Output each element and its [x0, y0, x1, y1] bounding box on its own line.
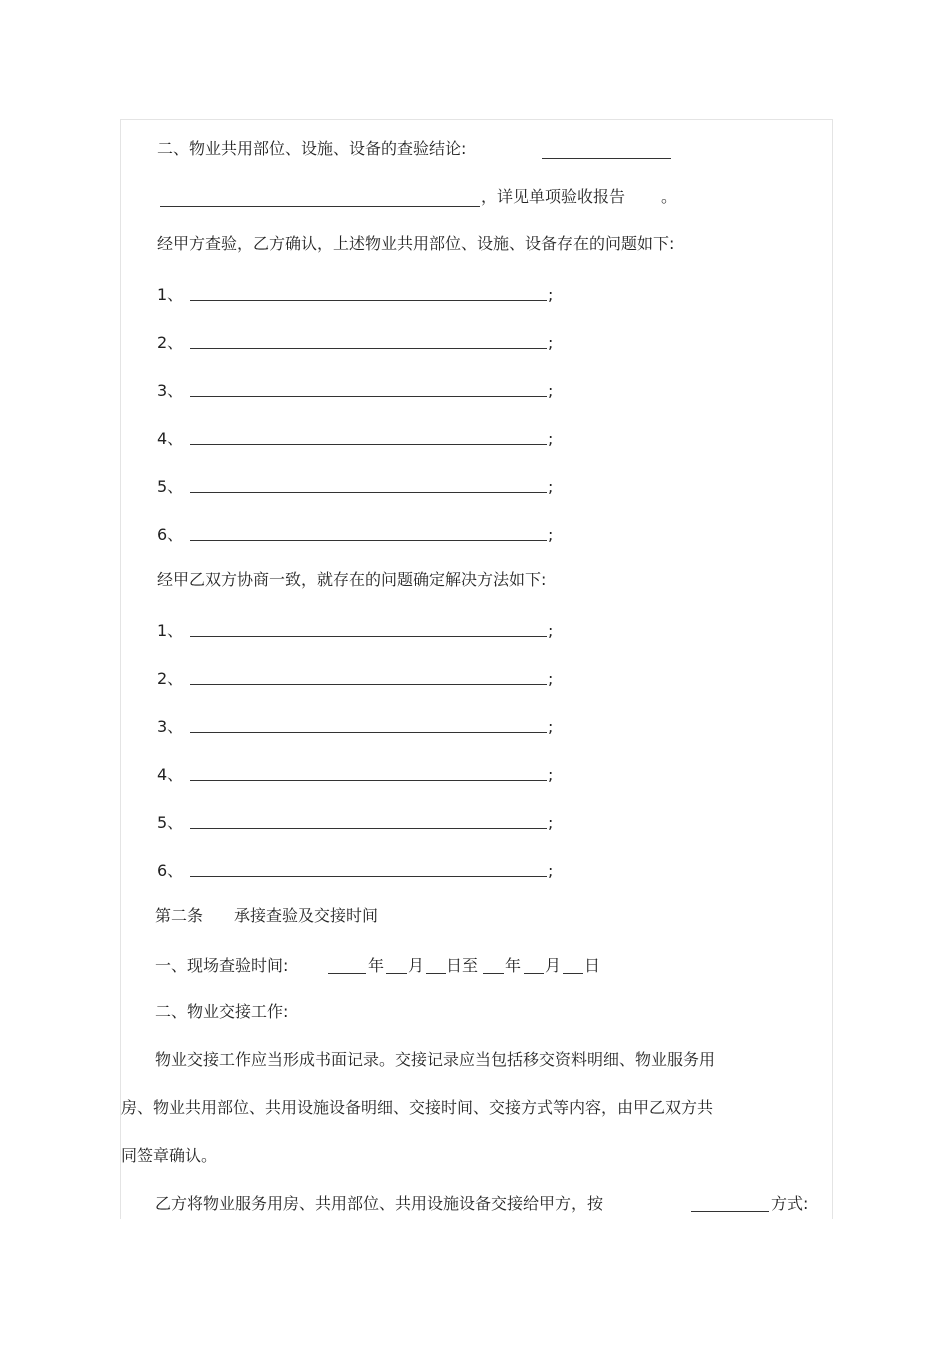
list-item — [0, 621, 950, 645]
article-title: 承接查验及交接时间 — [234, 906, 379, 925]
item-end: ; — [548, 477, 554, 496]
date-unit: 月 — [408, 956, 425, 975]
item-end: ; — [548, 765, 554, 784]
blank-underline — [190, 828, 547, 829]
blank-underline — [691, 1211, 769, 1212]
item-number: 2、 — [157, 333, 184, 352]
date-unit: 年 — [505, 956, 522, 975]
blank-underline — [190, 732, 547, 733]
list-item — [0, 765, 950, 789]
list-item — [0, 381, 950, 405]
blank-underline — [190, 876, 547, 877]
blank-underline — [190, 780, 547, 781]
item-number: 6、 — [157, 525, 184, 544]
blank-underline — [190, 300, 547, 301]
blank-underline — [190, 540, 547, 541]
list-item — [0, 333, 950, 357]
section-heading: 二、物业共用部位、设施、设备的查验结论: — [157, 139, 467, 158]
item-number: 1、 — [157, 285, 184, 304]
blank-underline — [190, 636, 547, 637]
blank-underline — [190, 444, 547, 445]
article-label: 第二条 — [155, 906, 204, 925]
issues-intro: 经甲方查验，乙方确认，上述物业共用部位、设施、设备存在的问题如下: — [157, 234, 675, 253]
item-number: 4、 — [157, 429, 184, 448]
blank-underline — [524, 973, 544, 974]
item-end: ; — [548, 717, 554, 736]
item-end: ; — [548, 285, 554, 304]
item-end: ; — [548, 621, 554, 640]
list-item — [0, 525, 950, 549]
item-number: 6、 — [157, 861, 184, 880]
blank-underline — [190, 684, 547, 685]
blank-underline — [483, 973, 504, 974]
blank-underline — [190, 348, 547, 349]
blank-underline — [386, 973, 407, 974]
item-end: ; — [548, 429, 554, 448]
item-number: 1、 — [157, 621, 184, 640]
item-number: 3、 — [157, 717, 184, 736]
date-unit: 年 — [368, 956, 385, 975]
item-end: ; — [548, 813, 554, 832]
blank-underline — [563, 973, 583, 974]
handover-heading: 二、物业交接工作: — [155, 1002, 289, 1021]
paragraph-line: 房、物业共用部位、共用设施设备明细、交接时间、交接方式等内容，由甲乙双方共 — [121, 1098, 714, 1117]
date-unit: 日 — [584, 956, 601, 975]
blank-underline — [542, 158, 671, 159]
date-unit: 日至 — [446, 956, 479, 975]
list-item — [0, 861, 950, 885]
item-number: 5、 — [157, 477, 184, 496]
inspection-time-label: 一、现场查验时间: — [155, 956, 289, 975]
list-item — [0, 717, 950, 741]
blank-underline — [190, 492, 547, 493]
item-end: ; — [548, 381, 554, 400]
item-number: 4、 — [157, 765, 184, 784]
period: 。 — [661, 187, 678, 206]
blank-underline — [328, 973, 366, 974]
list-item — [0, 429, 950, 453]
paragraph-line: 同签章确认。 — [121, 1146, 218, 1165]
date-unit: 月 — [545, 956, 562, 975]
handover-end: 方式: — [771, 1194, 809, 1213]
item-number: 5、 — [157, 813, 184, 832]
list-item — [0, 477, 950, 501]
item-number: 3、 — [157, 381, 184, 400]
item-end: ; — [548, 861, 554, 880]
item-end: ; — [548, 525, 554, 544]
solutions-intro: 经甲乙双方协商一致，就存在的问题确定解决方法如下: — [157, 570, 547, 589]
paragraph-line: 物业交接工作应当形成书面记录。交接记录应当包括移交资料明细、物业服务用 — [155, 1050, 716, 1069]
blank-underline — [190, 396, 547, 397]
list-item — [0, 813, 950, 837]
item-end: ; — [548, 669, 554, 688]
item-number: 2、 — [157, 669, 184, 688]
list-item — [0, 669, 950, 693]
handover-text: 乙方将物业服务用房、共用部位、共用设施设备交接给甲方，按 — [155, 1194, 604, 1213]
list-item — [0, 285, 950, 309]
blank-underline — [160, 206, 480, 207]
item-end: ; — [548, 333, 554, 352]
blank-underline — [426, 973, 446, 974]
report-reference: ，详见单项验收报告 — [481, 187, 626, 206]
